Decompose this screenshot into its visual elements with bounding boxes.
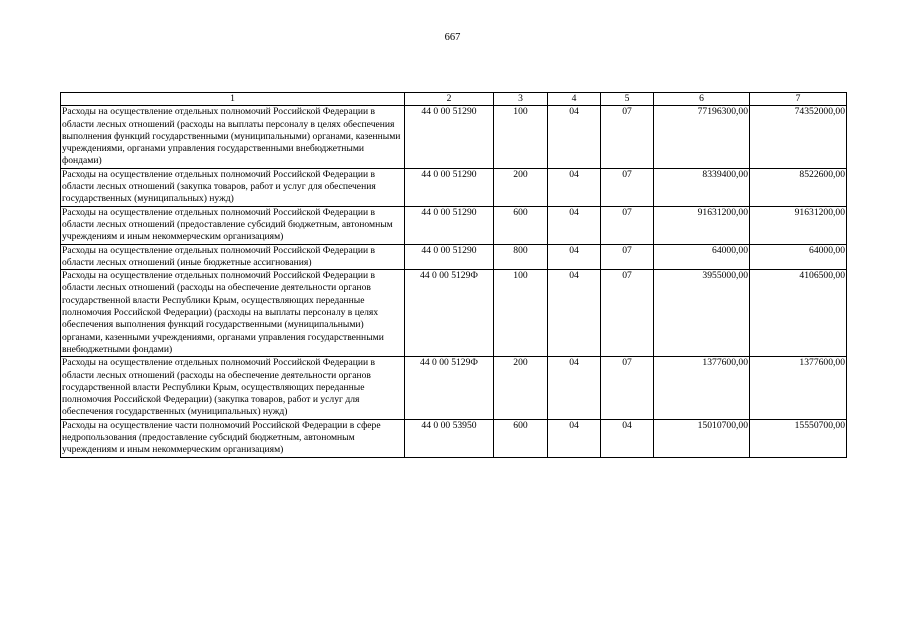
expense-type-cell: 200 — [494, 168, 548, 206]
table-row — [61, 244, 847, 270]
expense-name-cell: Расходы на осуществление отдельных полномочий Российской Федерации в области лесных отношений (закупка товаров, работ и услуг для обеспечения государственных (муниципальных) нужд) — [61, 168, 405, 206]
subsection-cell: 07 — [601, 244, 654, 270]
amount-year2-cell: 15550700,00 — [750, 419, 847, 457]
amount-year1-cell: 8339400,00 — [654, 168, 750, 206]
column-header: 4 — [548, 93, 601, 106]
expense-type-cell: 600 — [494, 206, 548, 244]
section-cell: 04 — [548, 357, 601, 419]
target-article-cell: 44 0 00 53950 — [405, 419, 494, 457]
expense-type-cell: 100 — [494, 106, 548, 168]
subsection-cell: 07 — [601, 357, 654, 419]
target-article-cell: 44 0 00 5129Ф — [405, 357, 494, 419]
target-article-cell: 44 0 00 51290 — [405, 244, 494, 270]
subsection-cell: 07 — [601, 168, 654, 206]
target-article-cell: 44 0 00 5129Ф — [405, 270, 494, 357]
amount-year2-cell: 64000,00 — [750, 244, 847, 270]
amount-year2-cell: 91631200,00 — [750, 206, 847, 244]
column-header: 6 — [654, 93, 750, 106]
budget-table — [60, 92, 847, 458]
target-article-cell: 44 0 00 51290 — [405, 106, 494, 168]
table-row — [61, 419, 847, 457]
target-article-cell: 44 0 00 51290 — [405, 206, 494, 244]
section-cell: 04 — [548, 206, 601, 244]
amount-year1-cell: 64000,00 — [654, 244, 750, 270]
target-article-cell: 44 0 00 51290 — [405, 168, 494, 206]
expense-type-cell: 800 — [494, 244, 548, 270]
expense-name-cell: Расходы на осуществление отдельных полномочий Российской Федерации в области лесных отношений (расходы на обеспечение деятельности органов государственной власти Республики Крым, осуществляющих переданные полномочия Российской Федерации) (закупка товаров, работ и услуг для обеспечения государственных (муниципальных) нужд) — [61, 357, 405, 419]
expense-type-cell: 200 — [494, 357, 548, 419]
column-header: 5 — [601, 93, 654, 106]
expense-name-cell: Расходы на осуществление отдельных полномочий Российской Федерации в области лесных отношений (расходы на выплаты персоналу в целях обеспечения выполнения функций государственными (муниципальными) органами, казенными учреждениями, органами управления государственными внебюджетными фондами) — [61, 106, 405, 168]
column-header: 3 — [494, 93, 548, 106]
amount-year1-cell: 77196300,00 — [654, 106, 750, 168]
section-cell: 04 — [548, 106, 601, 168]
amount-year2-cell: 74352000,00 — [750, 106, 847, 168]
section-cell: 04 — [548, 270, 601, 357]
header-row — [61, 93, 847, 106]
table-row — [61, 168, 847, 206]
column-header: 1 — [61, 93, 405, 106]
amount-year1-cell: 15010700,00 — [654, 419, 750, 457]
section-cell: 04 — [548, 168, 601, 206]
expense-name-cell: Расходы на осуществление отдельных полномочий Российской Федерации в области лесных отношений (предоставление субсидий бюджетным, автономным учреждениям и иным некоммерческим организациям) — [61, 206, 405, 244]
column-header: 2 — [405, 93, 494, 106]
subsection-cell: 07 — [601, 270, 654, 357]
amount-year2-cell: 1377600,00 — [750, 357, 847, 419]
amount-year2-cell: 4106500,00 — [750, 270, 847, 357]
table-row — [61, 357, 847, 419]
amount-year2-cell: 8522600,00 — [750, 168, 847, 206]
section-cell: 04 — [548, 419, 601, 457]
expense-name-cell: Расходы на осуществление отдельных полномочий Российской Федерации в области лесных отношений (иные бюджетные ассигнования) — [61, 244, 405, 270]
column-header: 7 — [750, 93, 847, 106]
table-row — [61, 206, 847, 244]
subsection-cell: 07 — [601, 206, 654, 244]
table-row — [61, 106, 847, 168]
expense-name-cell: Расходы на осуществление части полномочий Российской Федерации в сфере недропользования (предоставление субсидий бюджетным, автономным учреждениям и иным некоммерческим организациям) — [61, 419, 405, 457]
subsection-cell: 07 — [601, 106, 654, 168]
table-row — [61, 270, 847, 357]
subsection-cell: 04 — [601, 419, 654, 457]
expense-type-cell: 600 — [494, 419, 548, 457]
amount-year1-cell: 3955000,00 — [654, 270, 750, 357]
amount-year1-cell: 1377600,00 — [654, 357, 750, 419]
expense-name-cell: Расходы на осуществление отдельных полномочий Российской Федерации в области лесных отношений (расходы на обеспечение деятельности органов государственной власти Республики Крым, осуществляющих переданные полномочия Российской Федерации) (расходы на выплаты персоналу в целях обеспечения выполнения функций государственными (муниципальными) органами, казенными учреждениями, органами управления государственными внебюджетными фондами) — [61, 270, 405, 357]
page-number: 667 — [444, 32, 461, 43]
expense-type-cell: 100 — [494, 270, 548, 357]
section-cell: 04 — [548, 244, 601, 270]
amount-year1-cell: 91631200,00 — [654, 206, 750, 244]
